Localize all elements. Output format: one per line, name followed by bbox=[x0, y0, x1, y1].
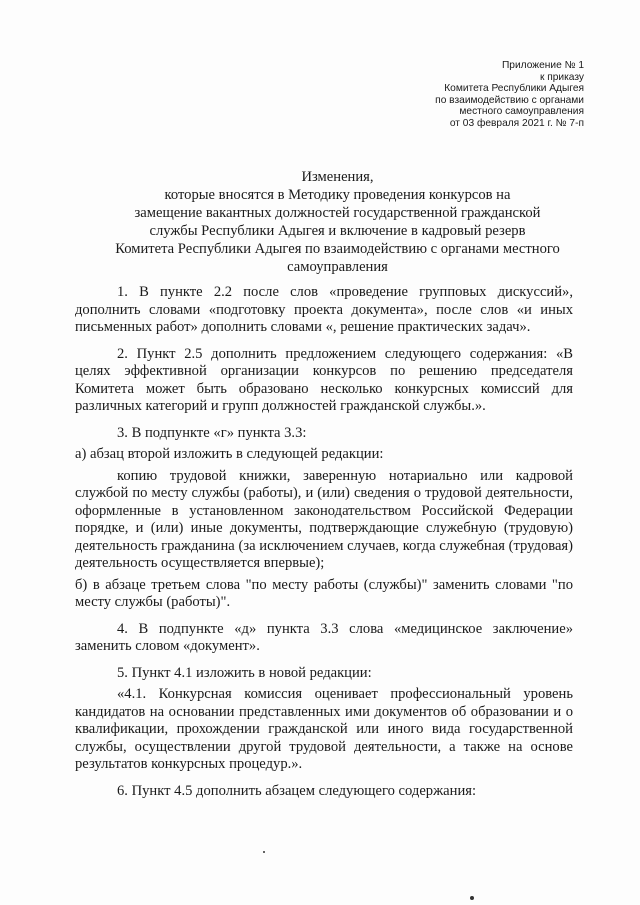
paragraph-4: 4. В подпункте «д» пункта 3.3 слова «медицинское заключение» заменить словом «документ». bbox=[75, 620, 573, 654]
paragraph-5-text: «4.1. Конкурсная комиссия оценивает профессиональный уровень кандидатов на основании представленных ими документов об образовании и о квалификации, прохождении гражданской или иного вида государственной службы, осуществлении другой трудовой деятельности, а также на основе результатов конкурсных процедур.». bbox=[75, 686, 573, 772]
title-line-2: которые вносятся в Методику проведения конкурсов на bbox=[164, 187, 511, 203]
paragraph-1: 1. В пункте 2.2 после слов «проведение групповых дискуссий», дополнить словами «подготовку проекта документа», после слов «и иных письменных работ» дополнить словами «, решение практических задач». bbox=[75, 284, 573, 335]
scan-speck bbox=[263, 851, 265, 853]
paragraph-3a: а) абзац второй изложить в следующей редакции: bbox=[75, 446, 384, 462]
annex-number: Приложение № 1 bbox=[501, 60, 584, 71]
paragraph-6: 6. Пункт 4.5 дополнить абзацем следующего содержания: bbox=[117, 782, 477, 799]
paragraph-3a-text: копию трудовой книжки, заверенную нотариально или кадровой службой по месту службы (работы), и (или) сведения о трудовой деятельности, оформленные в установленном законодательством Российской Федерации порядке, и (или) иные документы, подтверждающие служебную (трудовую) деятельность гражданина (за исключением случаев, когда служебная (трудовая) деятельность осуществляется впервые); bbox=[75, 467, 573, 571]
annex-committee: Комитета Республики Адыгея bbox=[444, 83, 584, 95]
paragraph-3: 3. В подпункте «г» пункта 3.3: bbox=[117, 424, 307, 441]
annex-committee-cont2: местного самоуправления bbox=[459, 106, 584, 118]
scan-speck bbox=[470, 896, 474, 900]
annex-order-ref: к приказу bbox=[539, 71, 584, 83]
title-line-4: службы Республики Адыгея и включение в кадровый резерв bbox=[149, 223, 526, 239]
document-body bbox=[75, 284, 573, 809]
paragraph-3b: б) в абзаце третьем слова "по месту работы (службы)" заменить словами "по месту службы (работы)". bbox=[75, 576, 573, 610]
annex-block bbox=[344, 60, 584, 130]
title-line-3: замещение вакантных должностей государственной гражданской bbox=[134, 205, 541, 221]
document-title bbox=[60, 168, 615, 276]
paragraph-2: 2. Пункт 2.5 дополнить предложением следующего содержания: «В целях эффективной организации конкурсов по решению председателя Комитета может быть образовано несколько конкурсных комиссий для различных категорий и групп должностей гражданской службы.». bbox=[75, 345, 573, 414]
paragraph-5: 5. Пункт 4.1 изложить в новой редакции: bbox=[117, 664, 372, 681]
annex-date: от 03 февраля 2021 г. № 7-п bbox=[449, 117, 584, 129]
title-line-1: Изменения, bbox=[301, 169, 374, 185]
title-line-6: самоуправления bbox=[287, 259, 388, 275]
annex-committee-cont: по взаимодействию с органами bbox=[435, 94, 584, 106]
title-line-5: Комитета Республики Адыгея по взаимодействию с органами местного bbox=[115, 241, 560, 257]
